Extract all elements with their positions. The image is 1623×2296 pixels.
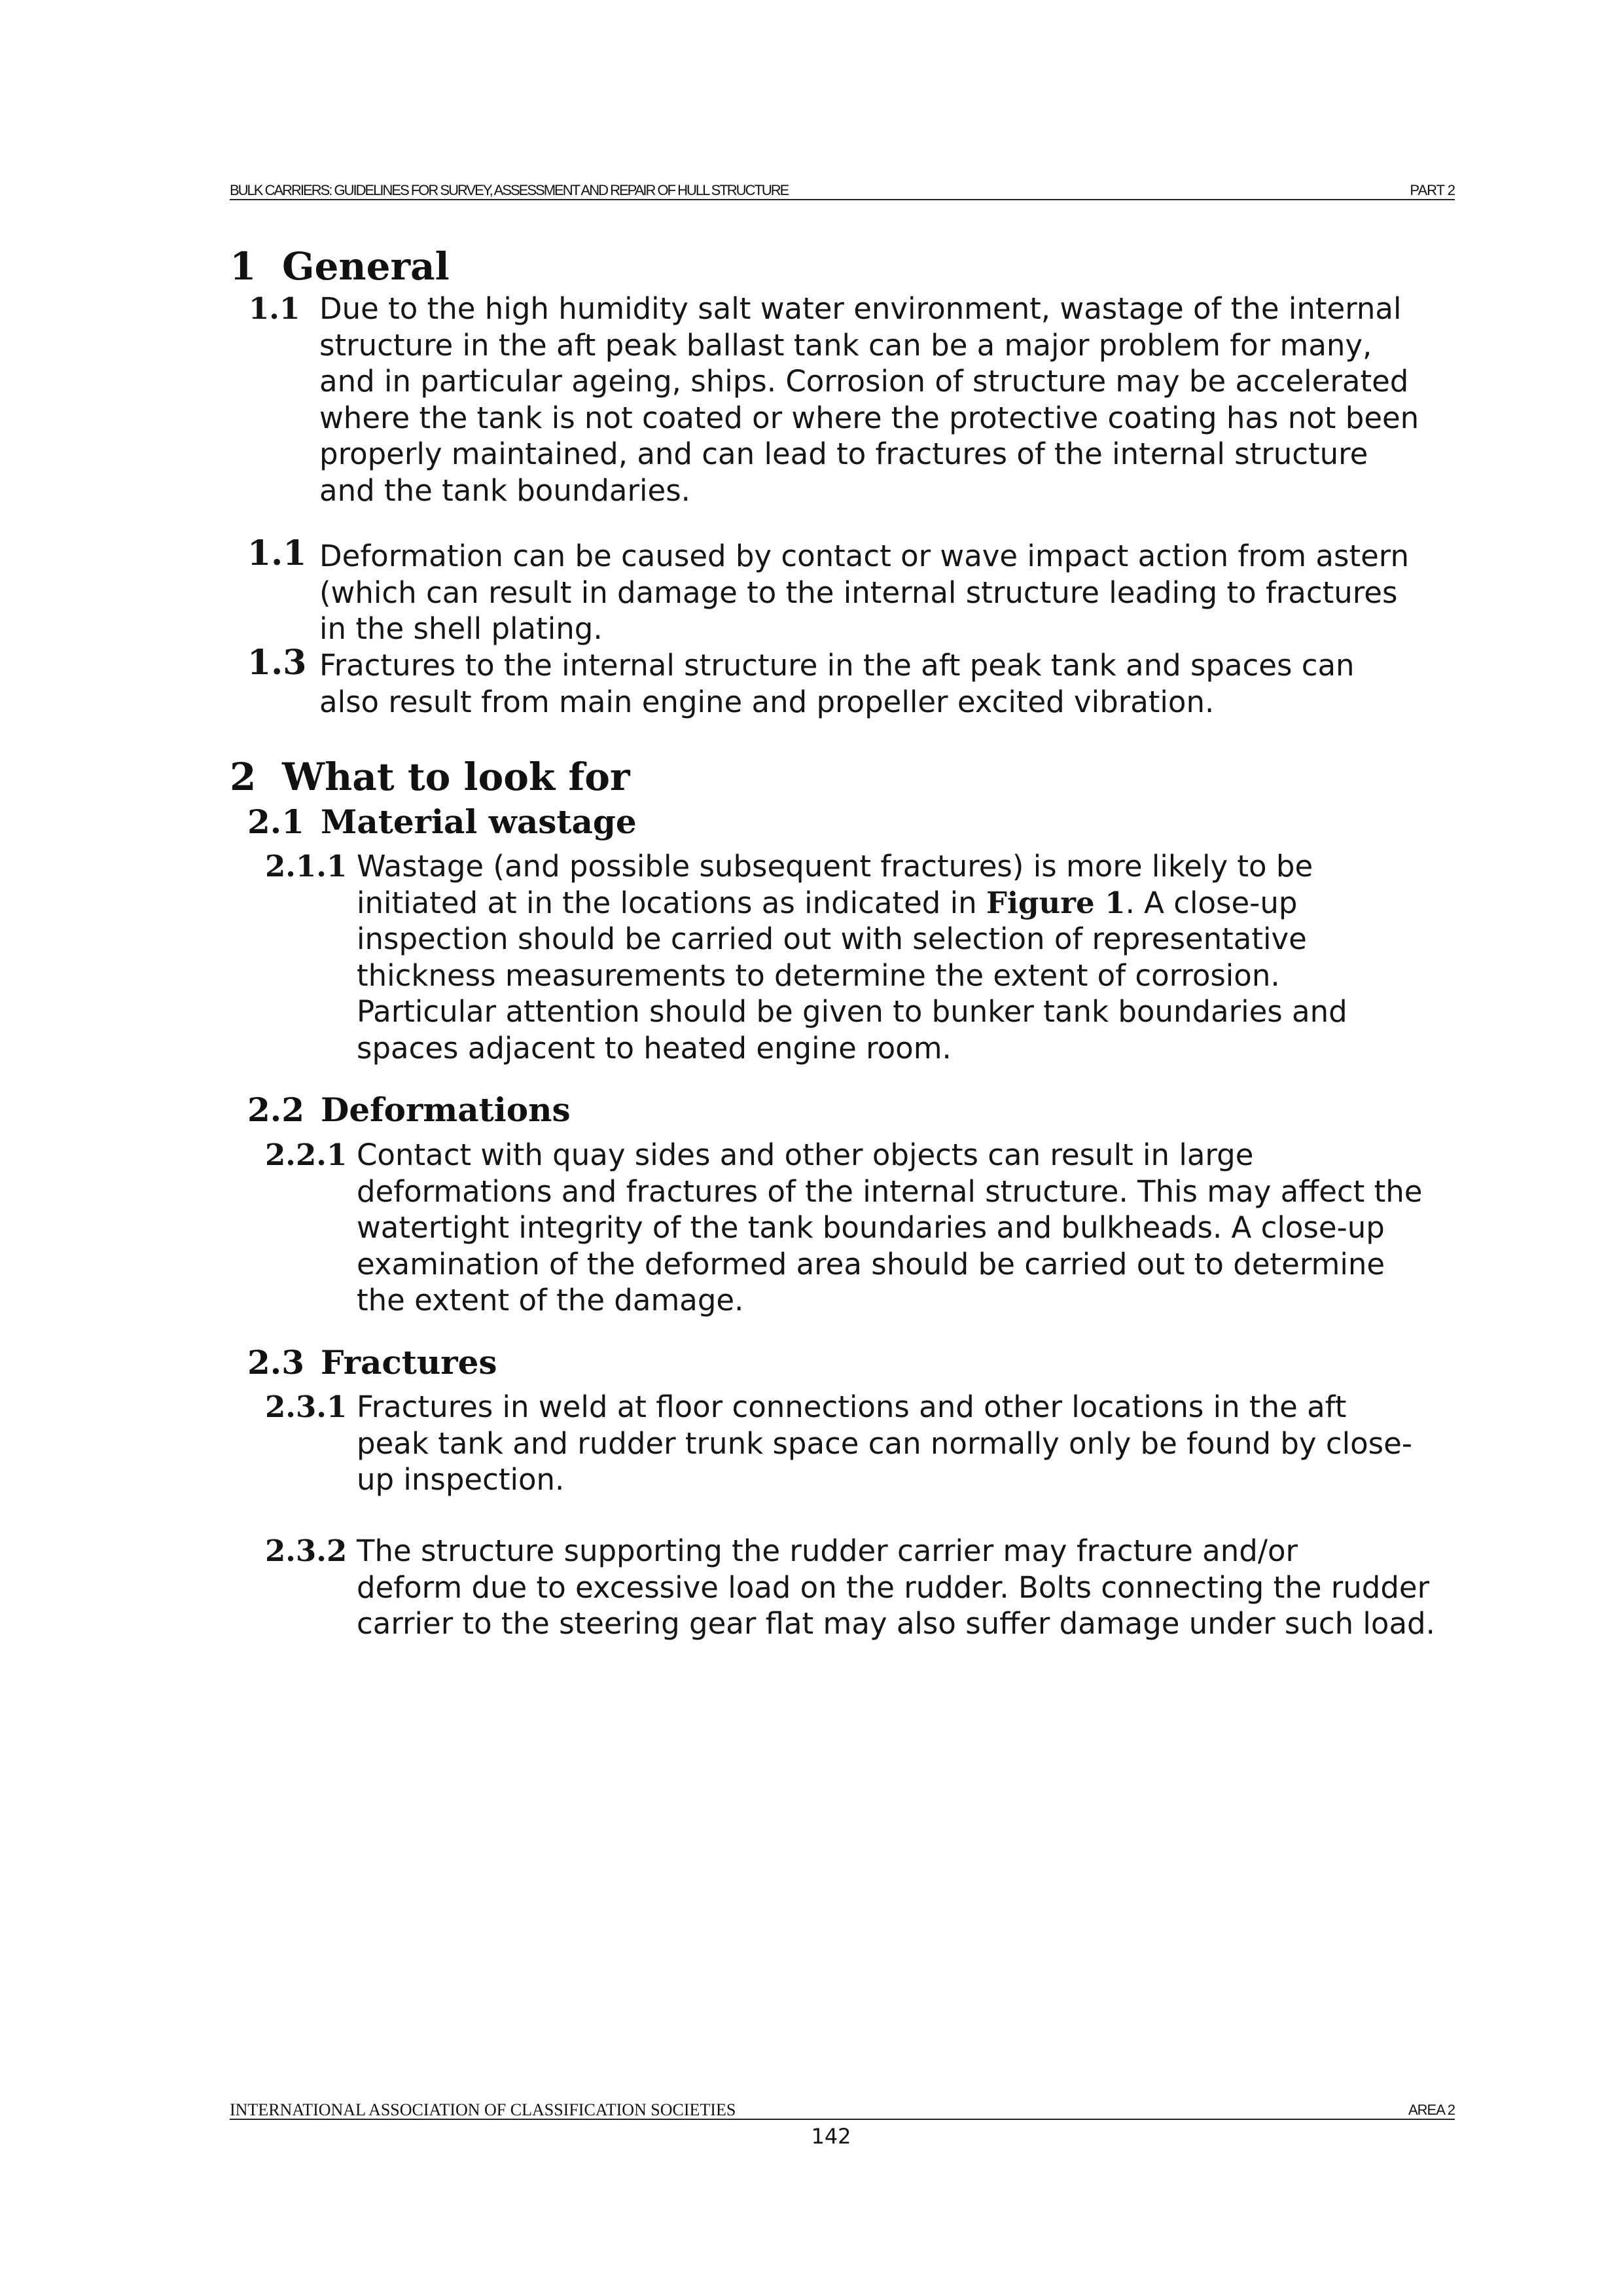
paragraph-number: 1.1 xyxy=(249,291,300,326)
text-line: Wastage (and possible subsequent fractures) is more likely to be xyxy=(357,849,1313,884)
figure-reference: Figure 1 xyxy=(986,885,1126,920)
paragraph-2-3-2 xyxy=(265,1533,1435,1642)
text-line: The structure supporting the rudder carrier may fracture and/or xyxy=(357,1534,1298,1568)
text-line: peak tank and rudder trunk space can normally only be found by close- xyxy=(357,1426,1412,1461)
subsection-heading-fractures xyxy=(247,1343,497,1382)
subsection-title: Deformations xyxy=(321,1090,571,1129)
subsection-number: 2.2 xyxy=(247,1090,304,1129)
paragraph-2-2-1 xyxy=(265,1137,1423,1319)
text-run: initiated at in the locations as indicated in xyxy=(357,885,987,920)
paragraph-text xyxy=(357,1533,1435,1642)
paragraph-text xyxy=(319,538,1409,647)
text-line: Particular attention should be given to bunker tank boundaries and xyxy=(357,994,1347,1029)
paragraph-1-3 xyxy=(247,643,1355,720)
text-line: inspection should be carried out with selection of representative xyxy=(357,922,1307,956)
text-line: examination of the deformed area should be carried out to determine xyxy=(357,1246,1385,1282)
organization-name: INTERNATIONAL ASSOCIATION OF CLASSIFICATION SOCIETIES xyxy=(230,2100,736,2119)
text-run: . A close-up xyxy=(1125,885,1298,920)
section-heading-what-to-look-for xyxy=(230,754,630,800)
running-header xyxy=(230,182,1455,200)
paragraph-1-1 xyxy=(249,291,1419,509)
text-line: Due to the high humidity salt water environment, wastage of the internal xyxy=(319,291,1402,326)
paragraph-text xyxy=(319,647,1355,720)
section-title: What to look for xyxy=(282,755,630,799)
paragraph-text xyxy=(319,291,1419,509)
paragraph-number: 1.1 xyxy=(247,533,307,573)
text-line: deformations and fractures of the internal structure. This may affect the xyxy=(357,1174,1423,1209)
page-number: 142 xyxy=(811,2124,851,2149)
text-line: thickness measurements to determine the extent of corrosion. xyxy=(357,958,1280,993)
paragraph-number: 2.2.1 xyxy=(265,1138,348,1172)
text-line: Fractures in weld at floor connections and other locations in the aft xyxy=(357,1390,1347,1424)
document-title: BULK CARRIERS: GUIDELINES FOR SURVEY, ASSESSMENT AND REPAIR OF HULL STRUCTURE xyxy=(230,182,789,198)
subsection-title: Material wastage xyxy=(321,802,637,841)
paragraph-1-2 xyxy=(247,533,1409,647)
section-title: General xyxy=(282,244,450,289)
text-line: Contact with quay sides and other objects can result in large xyxy=(357,1138,1254,1172)
text-line: where the tank is not coated or where the protective coating has not been xyxy=(319,400,1419,435)
paragraph-number: 1.3 xyxy=(247,643,307,683)
part-label: PART 2 xyxy=(1410,182,1455,198)
text-line: the extent of the damage. xyxy=(357,1283,744,1318)
text-line: and in particular ageing, ships. Corrosion of structure may be accelerated xyxy=(319,364,1409,399)
text-line xyxy=(357,885,1347,922)
text-line: in the shell plating. xyxy=(319,611,603,646)
paragraph-text xyxy=(357,1137,1422,1319)
subsection-number: 2.3 xyxy=(247,1343,304,1382)
text-line: carrier to the steering gear flat may also suffer damage under such load. xyxy=(357,1606,1435,1641)
text-line: also result from main engine and propeller excited vibration. xyxy=(319,684,1215,719)
text-line: deform due to excessive load on the rudder. Bolts connecting the rudder xyxy=(357,1570,1430,1605)
area-label: AREA 2 xyxy=(1408,2102,1455,2118)
section-heading-general xyxy=(230,243,450,289)
text-line: up inspection. xyxy=(357,1462,565,1497)
section-number: 1 xyxy=(230,244,257,289)
subsection-heading-deformations xyxy=(247,1090,571,1130)
paragraph-text xyxy=(357,1389,1412,1498)
text-line: (which can result in damage to the internal structure leading to fractures xyxy=(319,575,1398,610)
subsection-heading-material-wastage xyxy=(247,802,637,842)
paragraph-text xyxy=(357,848,1347,1066)
text-line: and the tank boundaries. xyxy=(319,473,690,508)
paragraph-2-1-1 xyxy=(265,848,1347,1066)
text-line: watertight integrity of the tank boundaries and bulkheads. A close-up xyxy=(357,1210,1385,1245)
subsection-number: 2.1 xyxy=(247,802,304,841)
section-number: 2 xyxy=(230,755,257,799)
text-line: Fractures to the internal structure in the aft peak tank and spaces can xyxy=(319,648,1355,683)
paragraph-number: 2.1.1 xyxy=(265,849,348,884)
text-line: properly maintained, and can lead to fractures of the internal structure xyxy=(319,437,1368,471)
paragraph-2-3-1 xyxy=(265,1389,1412,1498)
text-line: spaces adjacent to heated engine room. xyxy=(357,1030,952,1066)
paragraph-number: 2.3.2 xyxy=(265,1534,348,1568)
subsection-title: Fractures xyxy=(321,1343,497,1382)
running-footer xyxy=(230,2102,1455,2120)
text-line: Deformation can be caused by contact or wave impact action from astern xyxy=(319,539,1409,573)
text-line: structure in the aft peak ballast tank can be a major problem for many, xyxy=(319,327,1372,363)
paragraph-number: 2.3.1 xyxy=(265,1390,348,1424)
